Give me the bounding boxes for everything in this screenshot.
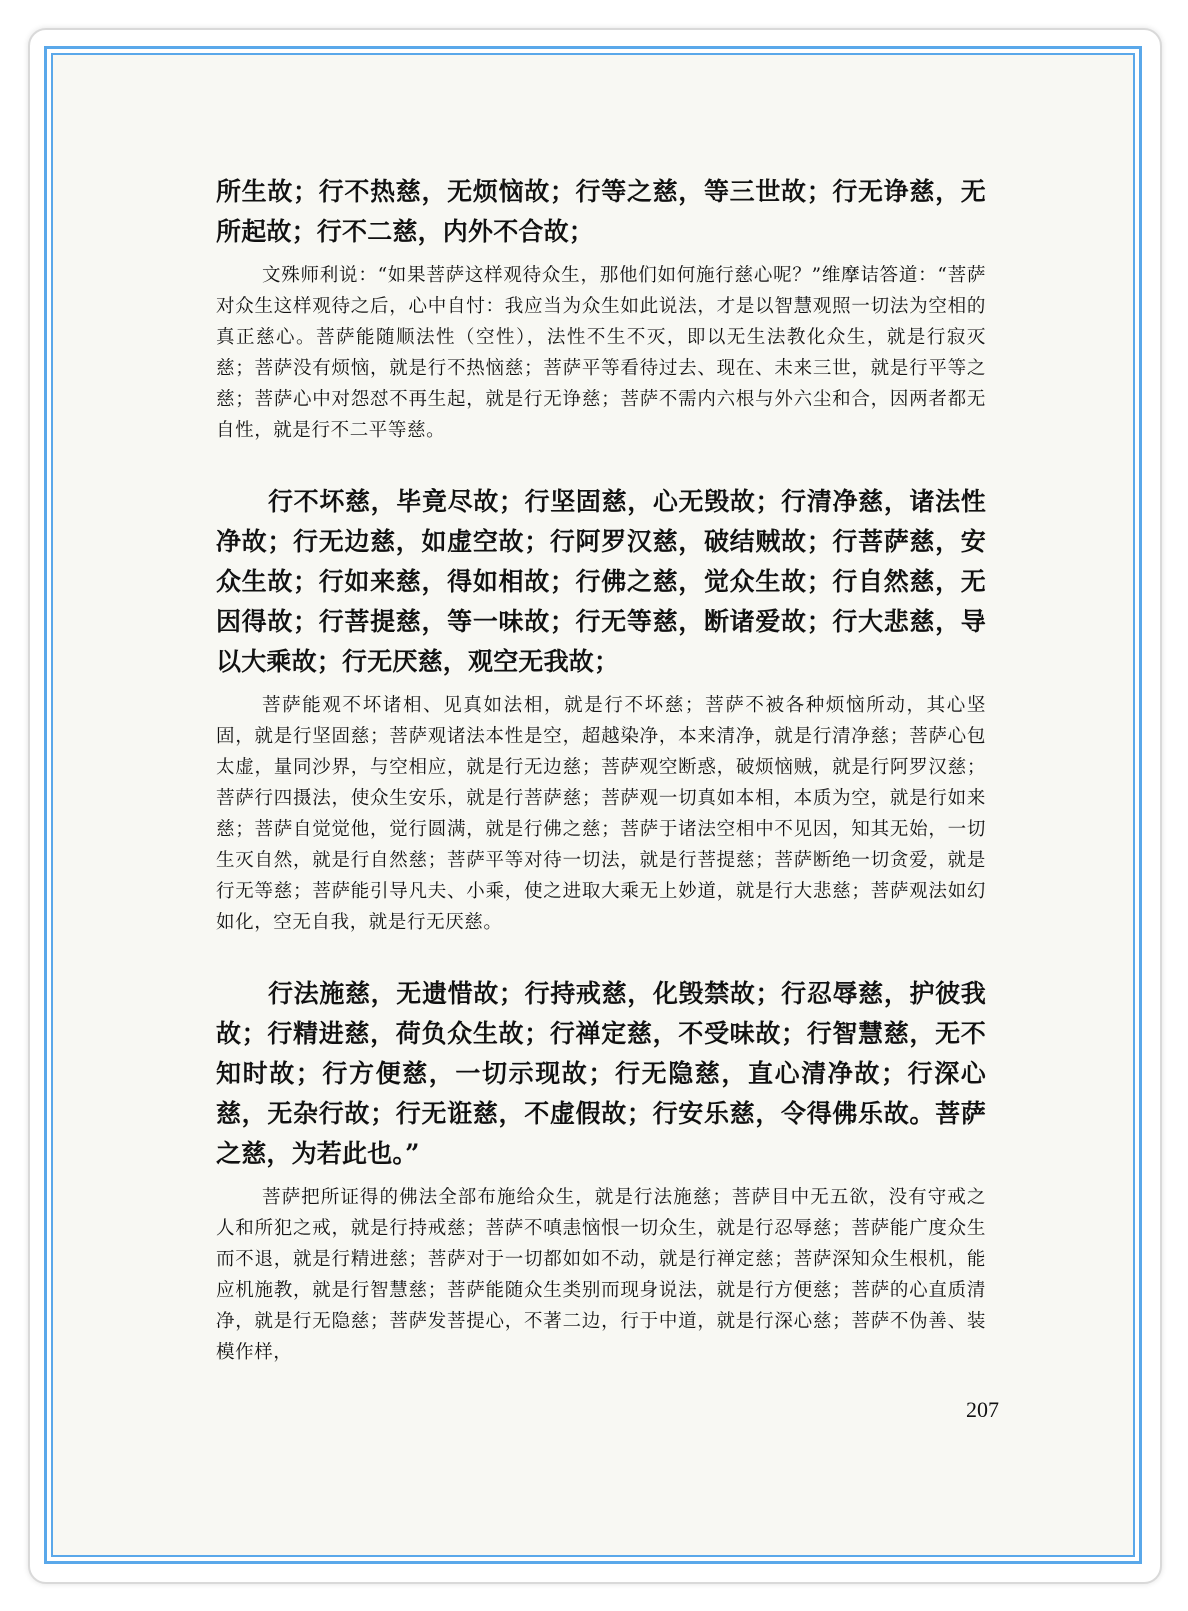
commentary-2: 菩萨能观不坏诸相、见真如法相，就是行不坏慈；菩萨不被各种烦恼所动，其心坚固，就是行坚固慈；菩萨观诸法本性是空，超越染净，本来清净，就是行清净慈；菩萨心包太虚，量同沙界，与空相应，就是行无边慈；菩萨观空断惑，破烦恼贼，就是行阿罗汉慈；菩萨行四摄法，使众生安乐，就是行菩萨慈；菩萨观一切真如本相，本质为空，就是行如来慈；菩萨自觉觉他，觉行圆满，就是行佛之慈；菩萨于诸法空相中不见因，知其无始，一切生灭自然，就是行自然慈；菩萨平等对待一切法，就是行菩提慈；菩萨断绝一切贪爱，就是行无等慈；菩萨能引导凡夫、小乘，使之进取大乘无上妙道，就是行大悲慈；菩萨观法如幻如化，空无自我，就是行无厌慈。 — [216, 695, 986, 933]
scripture-verse-1: 所生故；行不热慈，无烦恼故；行等之慈，等三世故；行无诤慈，无所起故；行不二慈，内外不合故； — [216, 177, 986, 246]
scripture-verse-2: 行不坏慈，毕竟尽故；行坚固慈，心无毁故；行清净慈，诸法性净故；行无边慈，如虚空故；行阿罗汉慈，破结贼故；行菩萨慈，安众生故；行如来慈，得如相故；行佛之慈，觉众生故；行自然慈，无因得故；行菩提慈，等一味故；行无等慈，断诸爱故；行大悲慈，导以大乘故；行无厌慈，观空无我故； — [216, 487, 986, 676]
page-content — [216, 172, 986, 1368]
commentary-1: 文殊师利说：“如果菩萨这样观待众生，那他们如何施行慈心呢？”维摩诘答道：“菩萨对众生这样观待之后，心中自忖：我应当为众生如此说法，才是以智慧观照一切法为空相的真正慈心。菩萨能随顺法性（空性），法性不生不灭，即以无生法教化众生，就是行寂灭慈；菩萨没有烦恼，就是行不热恼慈；菩萨平等看待过去、现在、未来三世，就是行平等之慈；菩萨心中对怨怼不再生起，就是行无诤慈；菩萨不需内六根与外六尘和合，因两者都无自性，就是行不二平等慈。 — [216, 265, 986, 441]
commentary-3: 菩萨把所证得的佛法全部布施给众生，就是行法施慈；菩萨目中无五欲，没有守戒之人和所犯之戒，就是行持戒慈；菩萨不嗔恚恼恨一切众生，就是行忍辱慈；菩萨能广度众生而不退，就是行精进慈；菩萨对于一切都如如不动，就是行禅定慈；菩萨深知众生根机，能应机施教，就是行智慧慈；菩萨能随众生类别而现身说法，就是行方便慈；菩萨的心直质清净，就是行无隐慈；菩萨发菩提心，不著二边，行于中道，就是行深心慈；菩萨不伪善、装模作样， — [216, 1187, 986, 1363]
page-number: 207 — [966, 1397, 999, 1422]
scripture-verse-3: 行法施慈，无遗惜故；行持戒慈，化毁禁故；行忍辱慈，护彼我故；行精进慈，荷负众生故；行禅定慈，不受味故；行智慧慈，无不知时故；行方便慈，一切示现故；行无隐慈，直心清净故；行深心慈，无杂行故；行无诳慈，不虚假故；行安乐慈，令得佛乐故。菩萨之慈，为若此也。” — [216, 979, 986, 1168]
